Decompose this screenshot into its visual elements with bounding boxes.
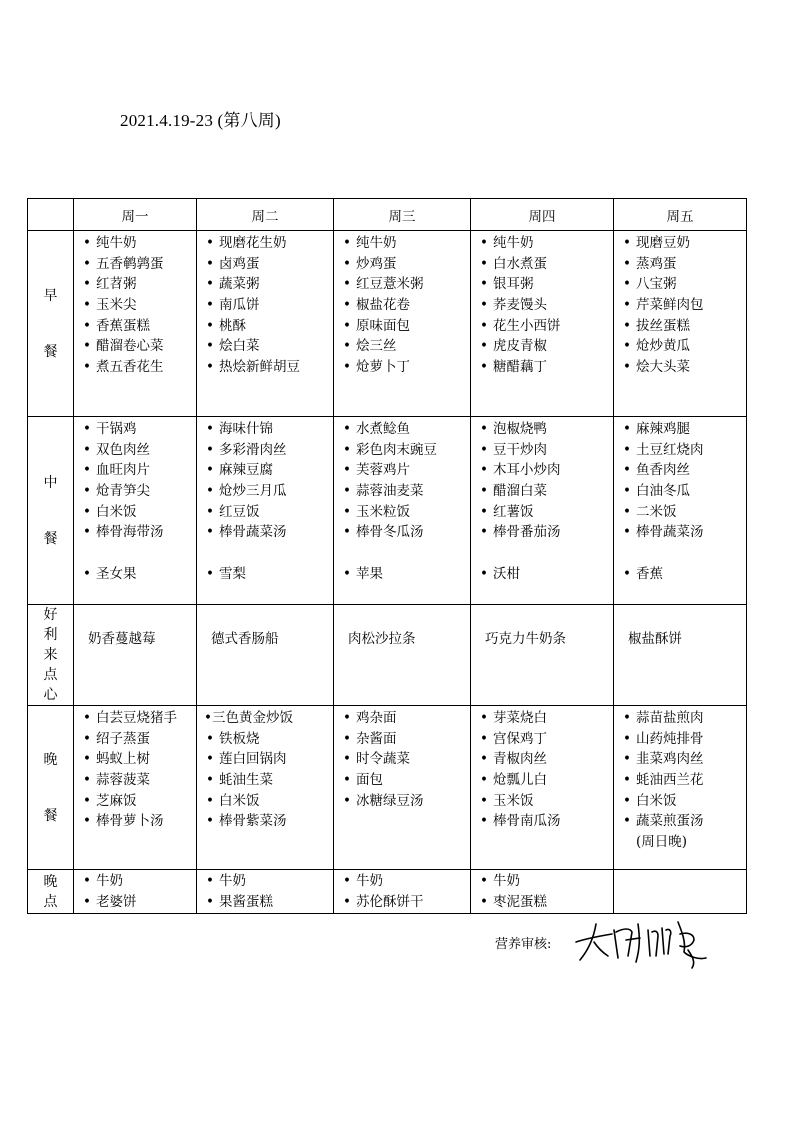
dish-item: • 白水煮蛋 xyxy=(471,254,613,275)
dish-list xyxy=(334,417,470,585)
meal-label-char: 心 xyxy=(43,687,58,703)
dish-list xyxy=(334,706,470,811)
dish-item: • 棒骨南瓜汤 xyxy=(471,811,613,832)
meal-label-char: 餐 xyxy=(43,807,58,824)
dish-item: • 棒骨蔬菜汤 xyxy=(614,522,746,543)
dish-item: • 炝炒黄瓜 xyxy=(614,336,746,357)
evening-cell xyxy=(334,870,471,914)
dish-item: • 海味什锦 xyxy=(197,419,333,440)
meal-label-char: 中 xyxy=(43,474,58,491)
dish-item: • 蚝油西兰花 xyxy=(614,770,746,791)
breakfast-cell xyxy=(471,231,614,417)
dish-item: • 蒸鸡蛋 xyxy=(614,254,746,275)
dish-list xyxy=(471,231,613,378)
dish-item: • 宫保鸡丁 xyxy=(471,729,613,750)
dish-item: • 南瓜饼 xyxy=(197,295,333,316)
evening-cell xyxy=(614,870,747,914)
snack-cell xyxy=(334,605,471,706)
dish-item: • 蒜蓉菠菜 xyxy=(74,770,196,791)
day-header: 周二 xyxy=(197,199,334,231)
dish-item: (周日晚) xyxy=(636,834,688,851)
dish-item: • 枣泥蛋糕 xyxy=(471,892,613,913)
snack-item: 椒盐酥饼 xyxy=(628,631,682,647)
dinner-cell xyxy=(74,706,197,870)
dish-item: • 煮五香花生 xyxy=(74,357,196,378)
nutrition-review-label: 营养审核: xyxy=(495,937,552,952)
dish-item: • 荞麦馒头 xyxy=(471,295,613,316)
dish-item: • 圣女果 xyxy=(74,564,196,585)
snack-cell xyxy=(471,605,614,706)
dish-item: • 芽菜烧白 xyxy=(471,708,613,729)
meal-label-char: 好 xyxy=(43,607,58,623)
dish-item: • 醋溜卷心菜 xyxy=(74,336,196,357)
dish-item: • 现磨花生奶 xyxy=(197,233,333,254)
dish-item: • 多彩滑肉丝 xyxy=(197,440,333,461)
dish-item: • 玉米粒饭 xyxy=(334,502,470,523)
dish-item: • 时令蔬菜 xyxy=(334,749,470,770)
dish-item: • 棒骨海带汤 xyxy=(74,522,196,543)
dinner-row xyxy=(28,706,747,870)
snack-item: 肉松沙拉条 xyxy=(348,631,416,647)
weekly-menu-table xyxy=(27,198,747,914)
dish-item: • 芹菜鲜肉包 xyxy=(614,295,746,316)
dish-item: • 醋溜白菜 xyxy=(471,481,613,502)
dish-item: • 芝麻饭 xyxy=(74,791,196,812)
dinner-cell xyxy=(471,706,614,870)
dish-item: • 蚝油生菜 xyxy=(197,770,333,791)
lunch-cell xyxy=(334,417,471,605)
evening-cell xyxy=(74,870,197,914)
dish-item: • 牛奶 xyxy=(471,871,613,892)
dish-item: • 白芸豆烧猪手 xyxy=(74,708,196,729)
dish-item: • 热烩新鲜胡豆 xyxy=(197,357,333,378)
meal-label-char: 餐 xyxy=(43,343,58,360)
dish-list xyxy=(614,231,746,378)
dish-list xyxy=(197,706,333,832)
dish-item: • 铁板烧 xyxy=(197,729,333,750)
dish-item: • 椒盐花卷 xyxy=(334,295,470,316)
evening-cell xyxy=(471,870,614,914)
meal-label-char: 餐 xyxy=(43,530,58,547)
dish-item: • 麻辣鸡腿 xyxy=(614,419,746,440)
dish-item: • 纯牛奶 xyxy=(74,233,196,254)
evening-row xyxy=(28,870,747,914)
dish-item: • 牛奶 xyxy=(334,871,470,892)
breakfast-cell xyxy=(614,231,747,417)
dish-item: • 老婆饼 xyxy=(74,892,196,913)
meal-label-char: 早 xyxy=(43,287,58,304)
snack-cell xyxy=(74,605,197,706)
dish-item: • 桃酥 xyxy=(197,316,333,337)
dish-item: • 木耳小炒肉 xyxy=(471,460,613,481)
dish-item: • 彩色肉末豌豆 xyxy=(334,440,470,461)
dish-item: • 雪梨 xyxy=(197,564,333,585)
dish-item: • 芙蓉鸡片 xyxy=(334,460,470,481)
dish-list xyxy=(471,417,613,585)
dish-item: • 白油冬瓜 xyxy=(614,481,746,502)
dish-item: • 八宝粥 xyxy=(614,274,746,295)
dish-list xyxy=(471,706,613,832)
page-title: 2021.4.19-23 (第八周) xyxy=(120,111,281,130)
dish-item: • 山药炖排骨 xyxy=(614,729,746,750)
dish-item: • 红豆薏米粥 xyxy=(334,274,470,295)
meal-label-lunch xyxy=(28,417,74,605)
dinner-cell xyxy=(614,706,747,870)
dish-list xyxy=(614,870,746,871)
dish-list xyxy=(471,870,613,912)
dish-list xyxy=(74,706,196,832)
day-header: 周四 xyxy=(471,199,614,231)
breakfast-cell xyxy=(334,231,471,417)
dish-item: • 牛奶 xyxy=(74,871,196,892)
dish-item: • 原味面包 xyxy=(334,316,470,337)
snack-item: 奶香蔓越莓 xyxy=(88,631,156,647)
dish-item: • 红豆饭 xyxy=(197,502,333,523)
dinner-cell xyxy=(334,706,471,870)
dish-item: • 蔬菜粥 xyxy=(197,274,333,295)
dish-item: • 糖醋藕丁 xyxy=(471,357,613,378)
lunch-cell xyxy=(471,417,614,605)
day-header: 周一 xyxy=(74,199,197,231)
dish-item: • 红薯饭 xyxy=(471,502,613,523)
dish-item: • 花生小西饼 xyxy=(471,316,613,337)
dish-item: • 蚂蚁上树 xyxy=(74,749,196,770)
dish-item: • 麻辣豆腐 xyxy=(197,460,333,481)
dish-item: • 鸡杂面 xyxy=(334,708,470,729)
dish-item: • 牛奶 xyxy=(197,871,333,892)
meal-label-snack xyxy=(28,605,74,706)
dish-item: • 现磨豆奶 xyxy=(614,233,746,254)
meal-label-char: 来 xyxy=(43,647,58,663)
lunch-row xyxy=(28,417,747,605)
breakfast-row xyxy=(28,231,747,417)
dish-item: • 豆干炒肉 xyxy=(471,440,613,461)
dish-item: • 蒜苗盐煎肉 xyxy=(614,708,746,729)
snack-cell xyxy=(614,605,747,706)
dish-item: • 纯牛奶 xyxy=(471,233,613,254)
lunch-cell xyxy=(74,417,197,605)
meal-label-char: 点 xyxy=(43,893,58,910)
dish-list xyxy=(614,417,746,585)
lunch-cell xyxy=(197,417,334,605)
dish-item: • 棒骨蔬菜汤 xyxy=(197,522,333,543)
meal-label-char: 利 xyxy=(43,627,58,643)
dish-item: • 水煮鲶鱼 xyxy=(334,419,470,440)
dish-item: • 杂酱面 xyxy=(334,729,470,750)
dish-item: • 玉米尖 xyxy=(74,295,196,316)
lunch-cell xyxy=(614,417,747,605)
dish-item: • 土豆红烧肉 xyxy=(614,440,746,461)
dish-item: • 沃柑 xyxy=(471,564,613,585)
list-spacer xyxy=(334,543,470,564)
dish-item: • 二米饭 xyxy=(614,502,746,523)
meal-label-breakfast xyxy=(28,231,74,417)
snack-row xyxy=(28,605,747,706)
breakfast-cell xyxy=(74,231,197,417)
evening-cell xyxy=(197,870,334,914)
dish-item: • 白米饭 xyxy=(197,791,333,812)
snack-cell xyxy=(197,605,334,706)
dish-item: • 烩白菜 xyxy=(197,336,333,357)
dish-item: • 炝萝卜丁 xyxy=(334,357,470,378)
dish-list xyxy=(197,870,333,912)
meal-label-evening xyxy=(28,870,74,914)
dish-item: •三色黄金炒饭 xyxy=(204,710,293,726)
dish-item: • 炝瓢儿白 xyxy=(471,770,613,791)
dinner-cell xyxy=(197,706,334,870)
dish-item: • 炝青笋尖 xyxy=(74,481,196,502)
dish-item: • 冰糖绿豆汤 xyxy=(334,791,470,812)
dish-item: • 鱼香肉丝 xyxy=(614,460,746,481)
snack-item: 德式香肠船 xyxy=(211,631,279,647)
list-spacer xyxy=(74,543,196,564)
dish-list xyxy=(74,417,196,585)
dish-item: • 烩大头菜 xyxy=(614,357,746,378)
dish-item: • 棒骨紫菜汤 xyxy=(197,811,333,832)
meal-label-dinner xyxy=(28,706,74,870)
dish-item: • 香蕉 xyxy=(614,564,746,585)
dish-item: • 绍子蒸蛋 xyxy=(74,729,196,750)
dish-item: • 苹果 xyxy=(334,564,470,585)
dish-list xyxy=(334,870,470,912)
list-spacer xyxy=(197,543,333,564)
signature-image xyxy=(568,912,718,972)
breakfast-cell xyxy=(197,231,334,417)
dish-item: • 棒骨萝卜汤 xyxy=(74,811,196,832)
dish-list xyxy=(614,706,746,853)
dish-item: • 棒骨番茄汤 xyxy=(471,522,613,543)
dish-item: • 泡椒烧鸭 xyxy=(471,419,613,440)
day-header: 周三 xyxy=(334,199,471,231)
dish-item: • 拔丝蛋糕 xyxy=(614,316,746,337)
list-spacer xyxy=(614,543,746,564)
dish-item: • 蔬菜煎蛋汤 xyxy=(614,811,746,832)
day-header: 周五 xyxy=(614,199,747,231)
dish-list xyxy=(334,231,470,378)
dish-item: • 香蕉蛋糕 xyxy=(74,316,196,337)
dish-item: • 卤鸡蛋 xyxy=(197,254,333,275)
dish-item: • 苏伦酥饼干 xyxy=(334,892,470,913)
dish-list xyxy=(197,417,333,585)
dish-list xyxy=(74,870,196,912)
dish-item: • 炝炒三月瓜 xyxy=(197,481,333,502)
snack-item: 巧克力牛奶条 xyxy=(485,631,566,647)
dish-item: • 烩三丝 xyxy=(334,336,470,357)
dish-item: • 棒骨冬瓜汤 xyxy=(334,522,470,543)
dish-item: • 青椒肉丝 xyxy=(471,749,613,770)
meal-label-char: 点 xyxy=(43,667,58,683)
dish-list xyxy=(197,231,333,378)
dish-item: • 干锅鸡 xyxy=(74,419,196,440)
dish-item: • 炒鸡蛋 xyxy=(334,254,470,275)
dish-item: • 双色肉丝 xyxy=(74,440,196,461)
dish-item: • 白米饭 xyxy=(614,791,746,812)
dish-item: • 银耳粥 xyxy=(471,274,613,295)
header-row xyxy=(28,199,747,231)
dish-item: • 红苕粥 xyxy=(74,274,196,295)
dish-item: • 蒜蓉油麦菜 xyxy=(334,481,470,502)
dish-item: • 五香鹌鹑蛋 xyxy=(74,254,196,275)
dish-item: • 面包 xyxy=(334,770,470,791)
meal-label-char: 晚 xyxy=(43,751,58,768)
dish-item: • 虎皮青椒 xyxy=(471,336,613,357)
dish-list xyxy=(74,231,196,378)
meal-label-char: 晚 xyxy=(43,873,58,890)
dish-item: • 果酱蛋糕 xyxy=(197,892,333,913)
dish-item: • 莲白回锅肉 xyxy=(197,749,333,770)
list-spacer xyxy=(471,543,613,564)
corner-cell xyxy=(28,199,74,231)
dish-item: • 韭菜鸡肉丝 xyxy=(614,749,746,770)
dish-item: • 白米饭 xyxy=(74,502,196,523)
dish-item: • 玉米饭 xyxy=(471,791,613,812)
dish-item: • 血旺肉片 xyxy=(74,460,196,481)
dish-item: • 纯牛奶 xyxy=(334,233,470,254)
